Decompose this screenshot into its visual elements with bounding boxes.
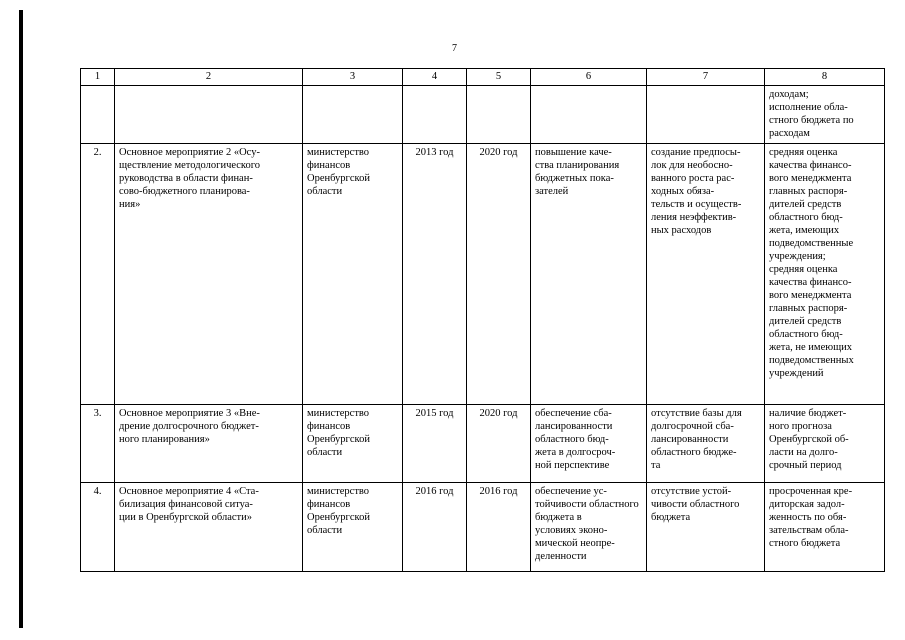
page-edge-bar bbox=[19, 10, 23, 628]
page-number: 7 bbox=[452, 43, 457, 54]
start-year-cell: 2013 год bbox=[403, 144, 467, 405]
executor-cell: министерство финансов Оренбургской области bbox=[303, 483, 403, 572]
column-header: 7 bbox=[647, 69, 765, 86]
table-cell bbox=[303, 86, 403, 144]
indicators-cell: средняя оценка качества финансо- вого менеджмента главных распоря- дителей средств областного бюд- жета, имеющих подведомственные учреждения; средняя оценка качества финансо- вого менеджмента главных распоря- дителей средств областного бюд- жета, не имеющих подведомственных учреждений bbox=[765, 144, 885, 405]
end-year-cell: 2020 год bbox=[467, 405, 531, 483]
indicators-cell: наличие бюджет- ного прогноза Оренбургской об- ласти на долго- срочный период bbox=[765, 405, 885, 483]
row-number: 2. bbox=[81, 144, 115, 405]
row-number: 3. bbox=[81, 405, 115, 483]
result-cell: обеспечение ус- тойчивости областного бюджета в условиях эконо- мической неопре- деленности bbox=[531, 483, 647, 572]
measure-cell: Основное мероприятие 3 «Вне- дрение долгосрочного бюджет- ного планирования» bbox=[115, 405, 303, 483]
table-row-continuation bbox=[81, 86, 885, 144]
table-cell bbox=[531, 86, 647, 144]
executor-cell: министерство финансов Оренбургской области bbox=[303, 405, 403, 483]
measure-cell: Основное мероприятие 2 «Осу- ществление методологического руководства в области финан- сово-бюджетного планирова- ния» bbox=[115, 144, 303, 405]
consequences-cell: отсутствие базы для долгосрочной сба- лансированности областного бюдже- та bbox=[647, 405, 765, 483]
row-number: 4. bbox=[81, 483, 115, 572]
table-cell bbox=[403, 86, 467, 144]
consequences-cell: создание предпосы- лок для необосно- ванного роста рас- ходных обяза- тельств и осуществ- ления неэффектив- ных расходов bbox=[647, 144, 765, 405]
table-header-row bbox=[81, 69, 885, 86]
consequences-cell: отсутствие устой- чивости областного бюджета bbox=[647, 483, 765, 572]
column-header: 4 bbox=[403, 69, 467, 86]
table-cell bbox=[115, 86, 303, 144]
start-year-cell: 2016 год bbox=[403, 483, 467, 572]
table-cell bbox=[647, 86, 765, 144]
column-header: 8 bbox=[765, 69, 885, 86]
measure-cell: Основное мероприятие 4 «Ста- билизация финансовой ситуа- ции в Оренбургской области» bbox=[115, 483, 303, 572]
table-row bbox=[81, 405, 885, 483]
column-header: 5 bbox=[467, 69, 531, 86]
column-header: 2 bbox=[115, 69, 303, 86]
column-header: 3 bbox=[303, 69, 403, 86]
table-row bbox=[81, 144, 885, 405]
measures-table bbox=[80, 68, 885, 572]
end-year-cell: 2016 год bbox=[467, 483, 531, 572]
result-cell: повышение каче- ства планирования бюджетных пока- зателей bbox=[531, 144, 647, 405]
start-year-cell: 2015 год bbox=[403, 405, 467, 483]
column-header: 1 bbox=[81, 69, 115, 86]
table-cell bbox=[467, 86, 531, 144]
result-cell: обеспечение сба- лансированности областного бюд- жета в долгосроч- ной перспективе bbox=[531, 405, 647, 483]
indicators-cell: просроченная кре- диторская задол- женность по обя- зательствам обла- стного бюджета bbox=[765, 483, 885, 572]
table-row bbox=[81, 483, 885, 572]
executor-cell: министерство финансов Оренбургской области bbox=[303, 144, 403, 405]
table-cell bbox=[81, 86, 115, 144]
end-year-cell: 2020 год bbox=[467, 144, 531, 405]
column-header: 6 bbox=[531, 69, 647, 86]
indicators-cell: доходам; исполнение обла- стного бюджета по расходам bbox=[765, 86, 885, 144]
